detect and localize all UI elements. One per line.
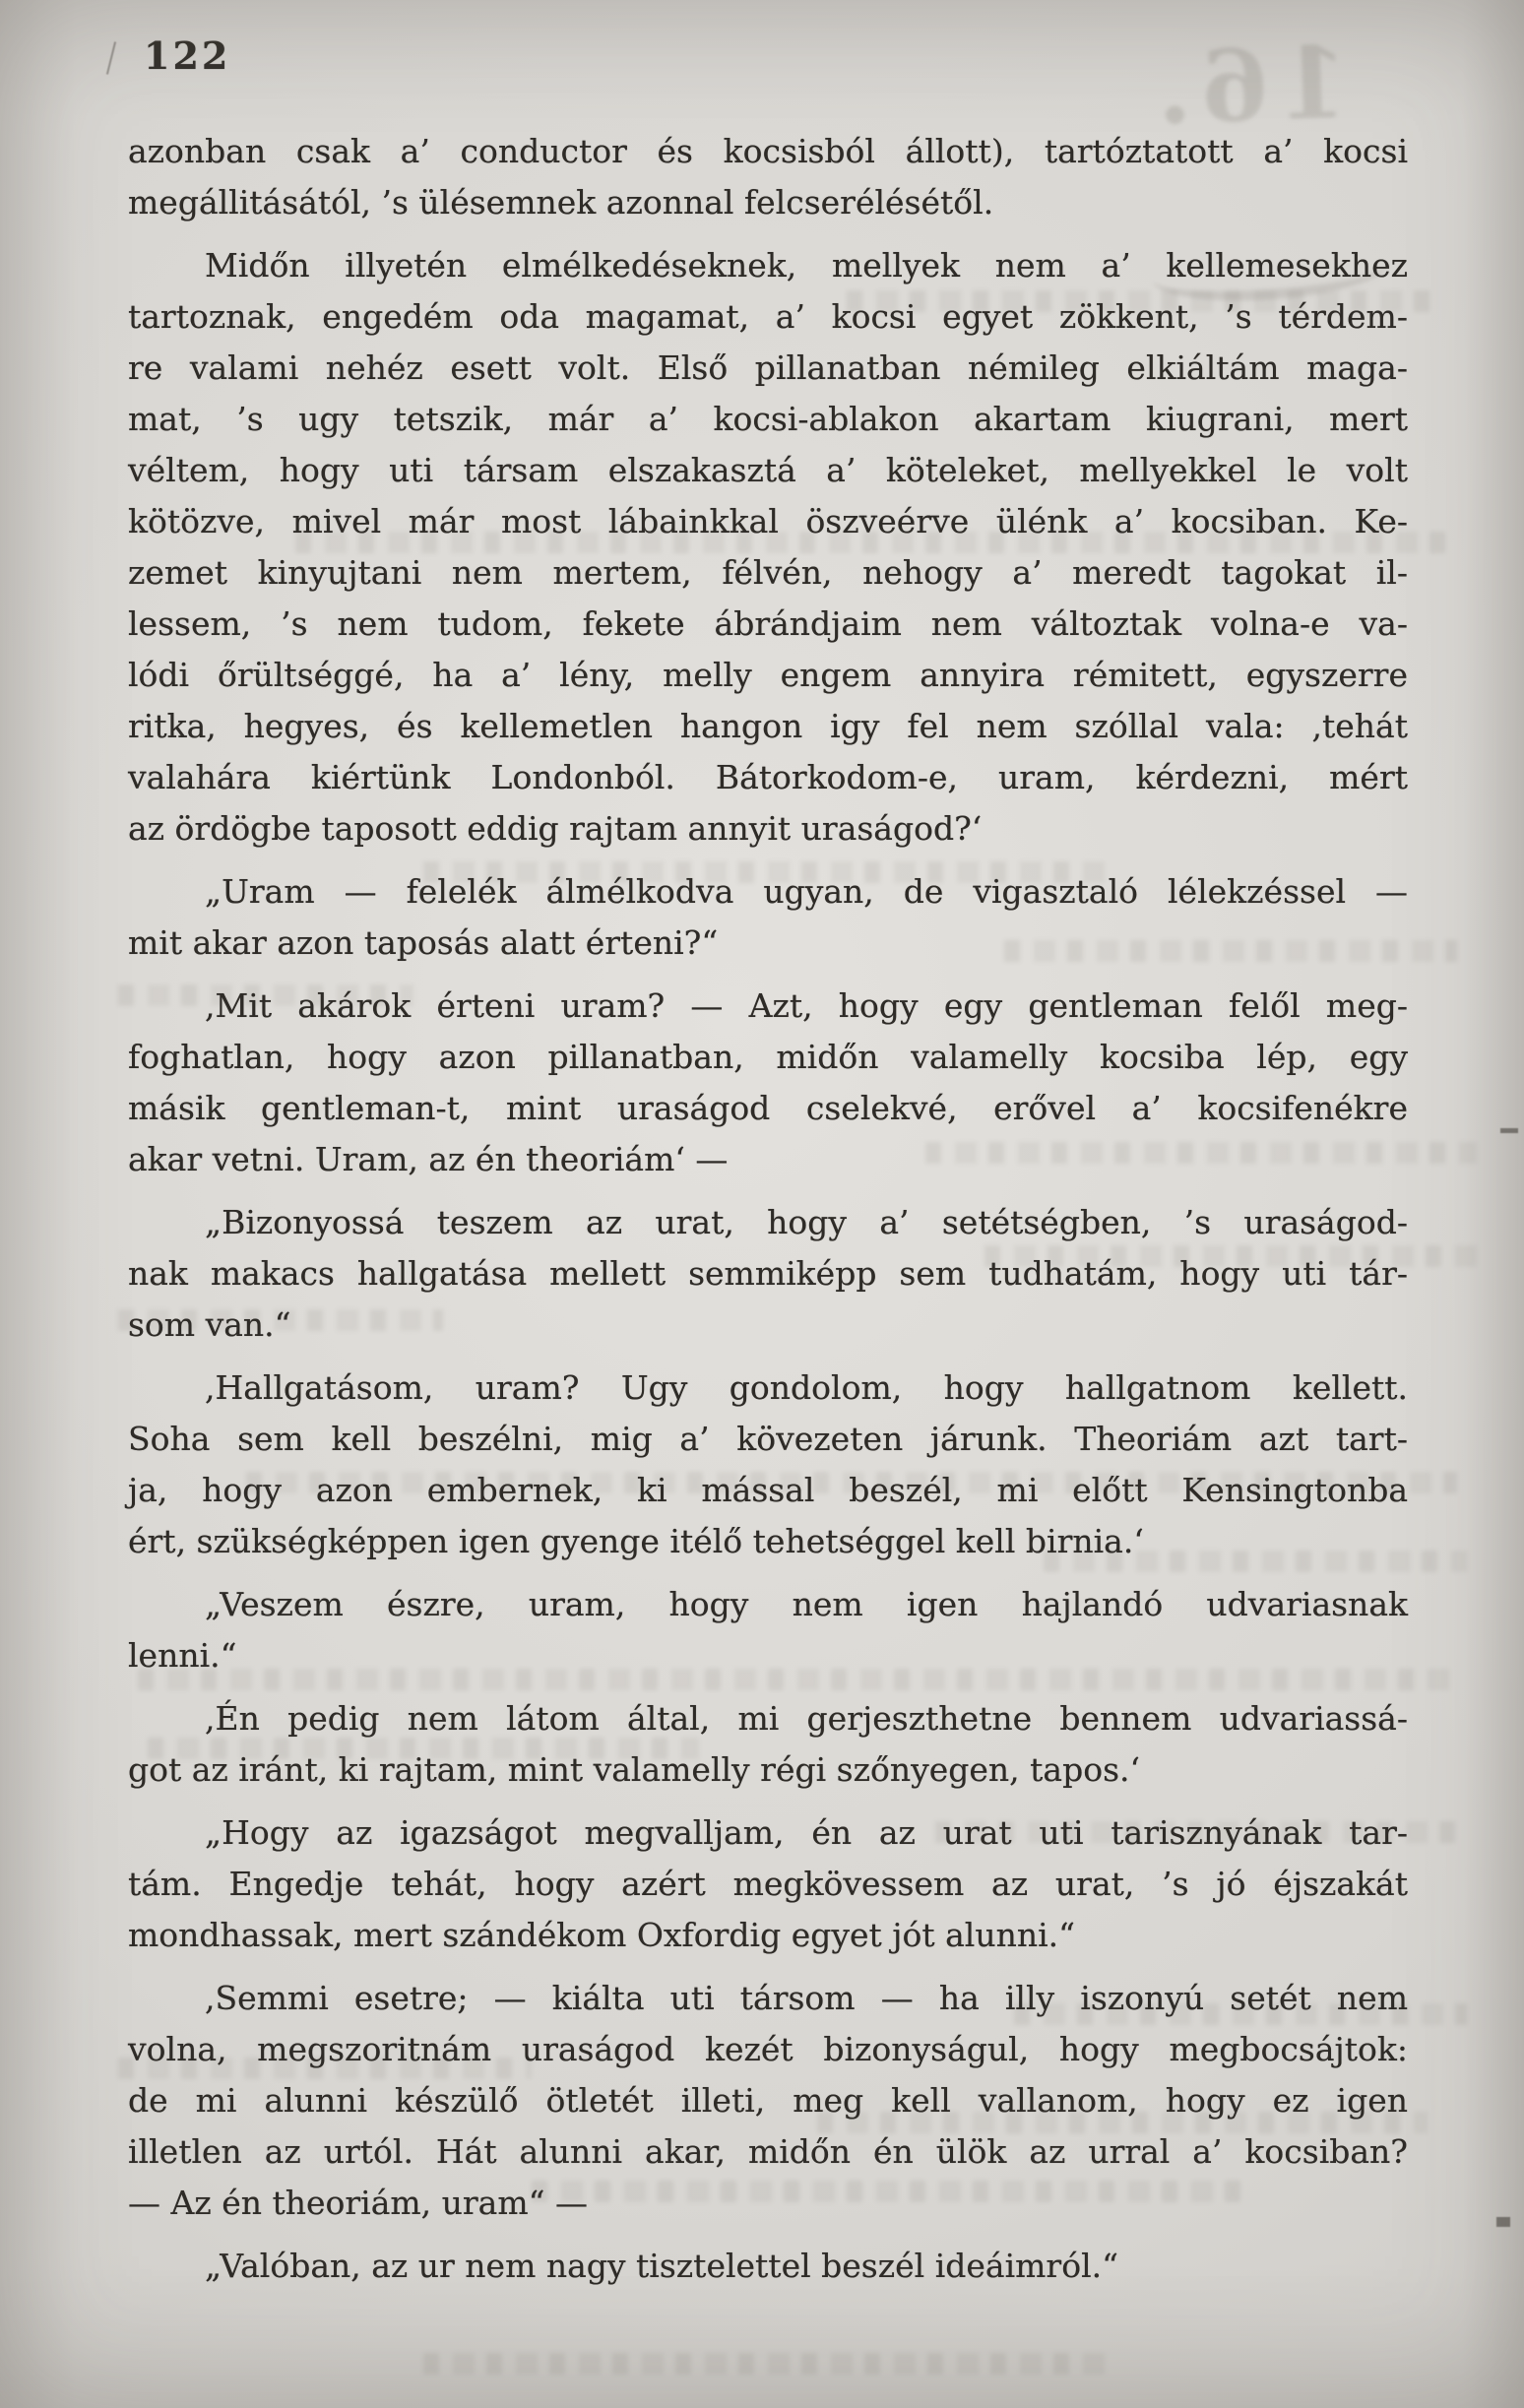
text-line: tartoznak, engedém oda magamat, a’ kocsi egyet zökkent, ’s térdem- — [128, 297, 1408, 336]
text-line: Soha sem kell beszélni, mig a’ kövezeten járunk. Theoriám azt tart- — [128, 1420, 1408, 1458]
text-line: lessem, ’s nem tudom, fekete ábrándjaim nem változtak volna-e va- — [128, 604, 1408, 643]
text-line: Midőn illyetén elmélkedéseknek, mellyek nem a’ kellemesekhez — [205, 246, 1408, 285]
text-line: véltem, hogy uti társam elszakasztá a’ köteleket, mellyekkel le volt — [128, 451, 1408, 489]
text-line: — Az én theoriám, uram“ — — [128, 2184, 589, 2222]
text-block — [128, 126, 1408, 2292]
text-line: az ördögbe taposott eddig rajtam annyit uraságod?‘ — [128, 809, 983, 848]
text-line: de mi alunni készülő ötletét illeti, meg kell vallanom, hogy ez igen — [128, 2081, 1408, 2120]
text-line: valahára kiértünk Londonból. Bátorkodom-e, uram, kérdezni, mért — [128, 758, 1408, 796]
text-line: „Uram — felelék álmélkodva ugyan, de vigasztaló lélekzéssel — — [205, 872, 1408, 911]
bleed-through-page-number: 16. — [1145, 24, 1350, 148]
text-line: zemet kinyujtani nem mertem, félvén, nehogy a’ meredt tagokat il- — [128, 553, 1408, 592]
text-line: illetlen az urtól. Hát alunni akar, midőn én ülök az urral a’ kocsiban? — [128, 2132, 1408, 2171]
text-line: ,Semmi esetre; — kiálta uti társom — ha illy iszonyú setét nem — [205, 1979, 1408, 2017]
text-line: mit akar azon taposás alatt érteni?“ — [128, 923, 719, 962]
text-line: re valami nehéz esett volt. Első pillanatban némileg elkiáltám maga- — [128, 349, 1408, 387]
text-line: lódi őrültséggé, ha a’ lény, melly engem annyira rémitett, egyszerre — [128, 656, 1408, 694]
text-line: kötözve, mivel már most lábainkkal öszveérve ülénk a’ kocsiban. Ke- — [128, 502, 1408, 540]
text-line: ja, hogy azon embernek, ki mással beszél, mi előtt Kensingtonba — [128, 1471, 1408, 1509]
text-line: foghatlan, hogy azon pillanatban, midőn valamelly kocsiba lép, egy — [128, 1038, 1408, 1076]
text-line: azonban csak a’ conductor és kocsisból állott), tartóztatott a’ kocsi — [128, 132, 1408, 170]
text-line: „Bizonyossá teszem az urat, hogy a’ setétségben, ’s uraságod- — [205, 1203, 1408, 1241]
text-line: mondhassak, mert szándékom Oxfordig egyet jót alunni.“ — [128, 1916, 1076, 1954]
text-line: megállitásától, ’s ülésemnek azonnal felcserélésétől. — [128, 183, 994, 222]
text-line: ,Én pedig nem látom által, mi gerjeszthetne bennem udvariassá- — [205, 1699, 1408, 1738]
text-line: ,Hallgatásom, uram? Ugy gondolom, hogy hallgatnom kellett. — [205, 1368, 1408, 1407]
text-line: mat, ’s ugy tetszik, már a’ kocsi-ablakon akartam kiugrani, mert — [128, 400, 1408, 438]
page-number: 122 — [144, 33, 231, 78]
bleed-through-streak — [423, 2353, 1112, 2375]
text-line: akar vetni. Uram, az én theoriám‘ — — [128, 1140, 729, 1178]
text-line: „Veszem észre, uram, hogy nem igen hajlandó udvariasnak — [205, 1585, 1408, 1623]
text-line: volna, megszoritnám uraságod kezét bizonyságul, hogy megbocsájtok: — [128, 2030, 1408, 2068]
text-line: lenni.“ — [128, 1636, 237, 1675]
text-line: „Hogy az igazságot megvalljam, én az urat uti tarisznyának tar- — [205, 1813, 1408, 1852]
text-line: másik gentleman-t, mint uraságod cselekvé, erővel a’ kocsifenékre — [128, 1089, 1408, 1127]
text-line: ért, szükségképpen igen gyenge itélő tehetséggel kell birnia.‘ — [128, 1522, 1144, 1560]
text-line: som van.“ — [128, 1305, 291, 1344]
scan-artifact — [1500, 1128, 1518, 1133]
scan-artifact — [106, 41, 116, 74]
text-line: ,Mit akárok érteni uram? — Azt, hogy egy gentleman felől meg- — [205, 986, 1408, 1025]
scan-artifact — [1496, 2217, 1510, 2227]
text-line: nak makacs hallgatása mellett semmiképp sem tudhatám, hogy uti tár- — [128, 1254, 1408, 1293]
text-line: „Valóban, az ur nem nagy tisztelettel beszél ideáimról.“ — [205, 2247, 1118, 2285]
text-line: tám. Engedje tehát, hogy azért megkövessem az urat, ’s jó éjszakát — [128, 1865, 1408, 1903]
text-line: got az iránt, ki rajtam, mint valamelly régi szőnyegen, tapos.‘ — [128, 1750, 1140, 1789]
text-line: ritka, hegyes, és kellemetlen hangon igy fel nem szóllal vala: ,tehát — [128, 707, 1408, 745]
